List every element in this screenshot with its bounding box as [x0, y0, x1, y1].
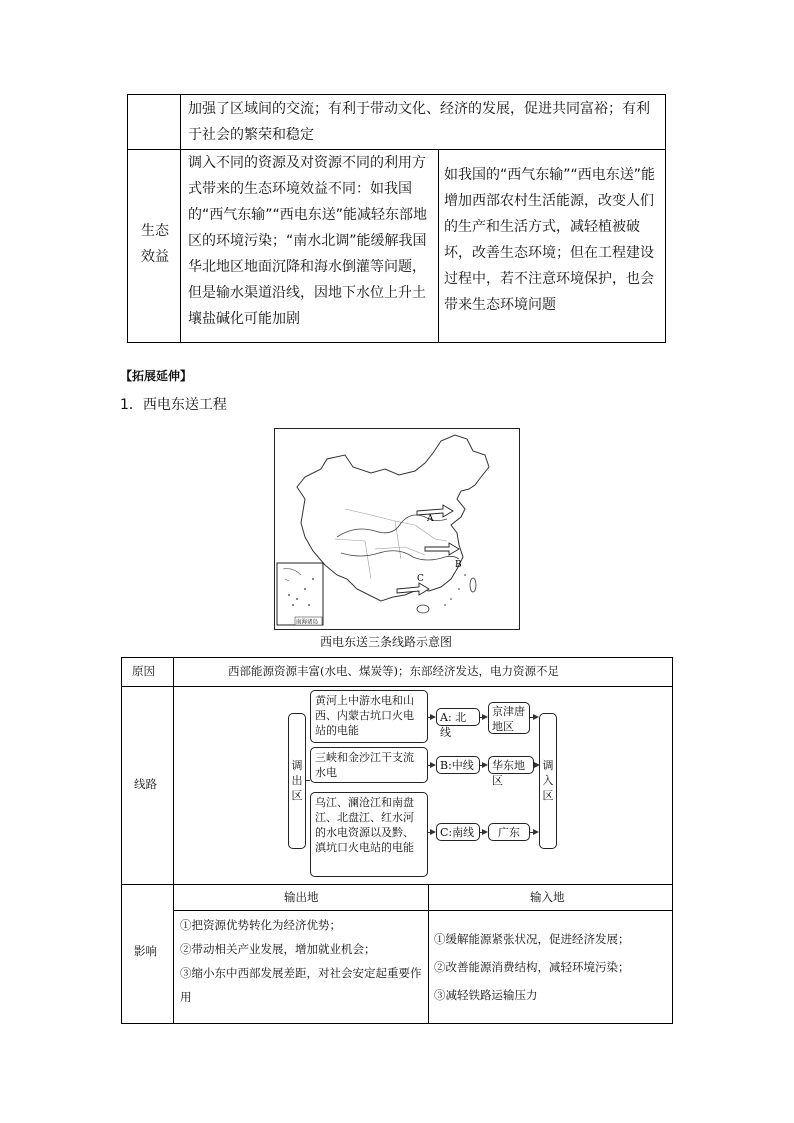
out-area-text: 调出区 [291, 759, 303, 802]
eco-benefit-right-text: 如我国的“西气东输”“西电东送”能增加西部农村生活能源，改变人们的生产和生活方式，减轻植被破坏，改善生态环境；但在工程建设过程中，若不注意环境保护，也会带来生态环境问题 [444, 167, 656, 313]
in-item: ③减轻铁路运输压力 [434, 988, 538, 1002]
line-c-box [436, 823, 480, 841]
out-area-box [288, 713, 306, 849]
eco-benefit-label: 生态效益 [141, 223, 169, 265]
route-b-arrow [425, 543, 459, 555]
hainan-island [417, 605, 429, 613]
source-box-middle [310, 747, 428, 783]
in-header: 输入地 [530, 890, 565, 904]
out-header: 输出地 [284, 890, 319, 904]
route-label: 线路 [134, 777, 157, 791]
south-sea-inset [277, 563, 323, 625]
line-a-box [436, 708, 480, 739]
out-items [180, 913, 422, 1009]
route-a-label: A [427, 514, 434, 524]
source-north-text: 黄河上中游水电和山西、内蒙古坑口火电站的电能 [315, 694, 414, 737]
map-caption: 西电东送三条线路示意图 [320, 635, 453, 649]
reason-label: 原因 [132, 664, 155, 678]
section-heading: 【拓展延伸】 [120, 369, 193, 383]
in-items [434, 925, 670, 1009]
in-item: ②改善能源消费结构，减轻环境污染； [434, 960, 630, 974]
dest-north-text: 京津唐地区 [492, 705, 525, 733]
impact-label: 影响 [134, 944, 157, 958]
inset-label: 南海诸岛 [296, 619, 319, 626]
route-b-label: B [455, 560, 462, 570]
eco-benefit-left-text: 调入不同的资源及对资源不同的利用方式带来的生态环境效益不同：如我国的“西气东输”“西电东送”能减轻东部地区的环境污染；“南水北调”能缓解我国华北地区地面沉降和海水倒灌等问题，但是输水渠道沿线，因地下水位上升土壤盐碱化可能加剧 [188, 155, 428, 327]
china-outline [297, 435, 489, 601]
reason-text: 西部能源资源丰富(水电、煤炭等)；东部经济发达，电力资源不足 [228, 664, 559, 678]
taiwan-island [470, 578, 476, 592]
route-c-arrow [397, 583, 429, 595]
dest-south-text: 广东 [498, 826, 520, 839]
map-svg [275, 429, 518, 628]
line-c-text: C:南线 [440, 826, 475, 839]
out-item: ③缩小东中西部发展差距，对社会安定起重要作用 [180, 966, 422, 1004]
out-item: ①把资源优势转化为经济优势； [180, 918, 341, 932]
social-benefit-text: 加强了区域间的交流；有利于带动文化、经济的发展，促进共同富裕；有利于社会的繁荣和稳定 [188, 101, 650, 143]
out-item: ②带动相关产业发展，增加就业机会； [180, 942, 376, 956]
source-south-text: 乌江、澜沧江和南盘江、北盘江、红水河的水电资源以及黔、滇坑口火电站的电能 [315, 796, 414, 854]
line-a-text: A: 北线 [440, 711, 467, 739]
in-area-box [539, 713, 557, 849]
source-box-south [310, 792, 428, 877]
dest-middle-text: 华东地区 [492, 759, 525, 787]
dest-box-south [488, 823, 530, 841]
line-b-text: B:中线 [440, 759, 474, 772]
line-b-box [436, 756, 480, 774]
in-area-text: 调入区 [542, 759, 554, 802]
source-box-north [310, 690, 428, 743]
in-item: ①缓解能源紧张状况，促进经济发展； [434, 932, 630, 946]
source-middle-text: 三峡和金沙江干支流水电 [315, 751, 414, 779]
item-title: 1．西电东送工程 [120, 397, 227, 413]
route-c-label: C [417, 574, 424, 584]
dest-box-north [488, 702, 530, 734]
route-a-arrow [417, 505, 453, 517]
dest-box-middle [488, 756, 534, 787]
china-map [274, 428, 520, 630]
